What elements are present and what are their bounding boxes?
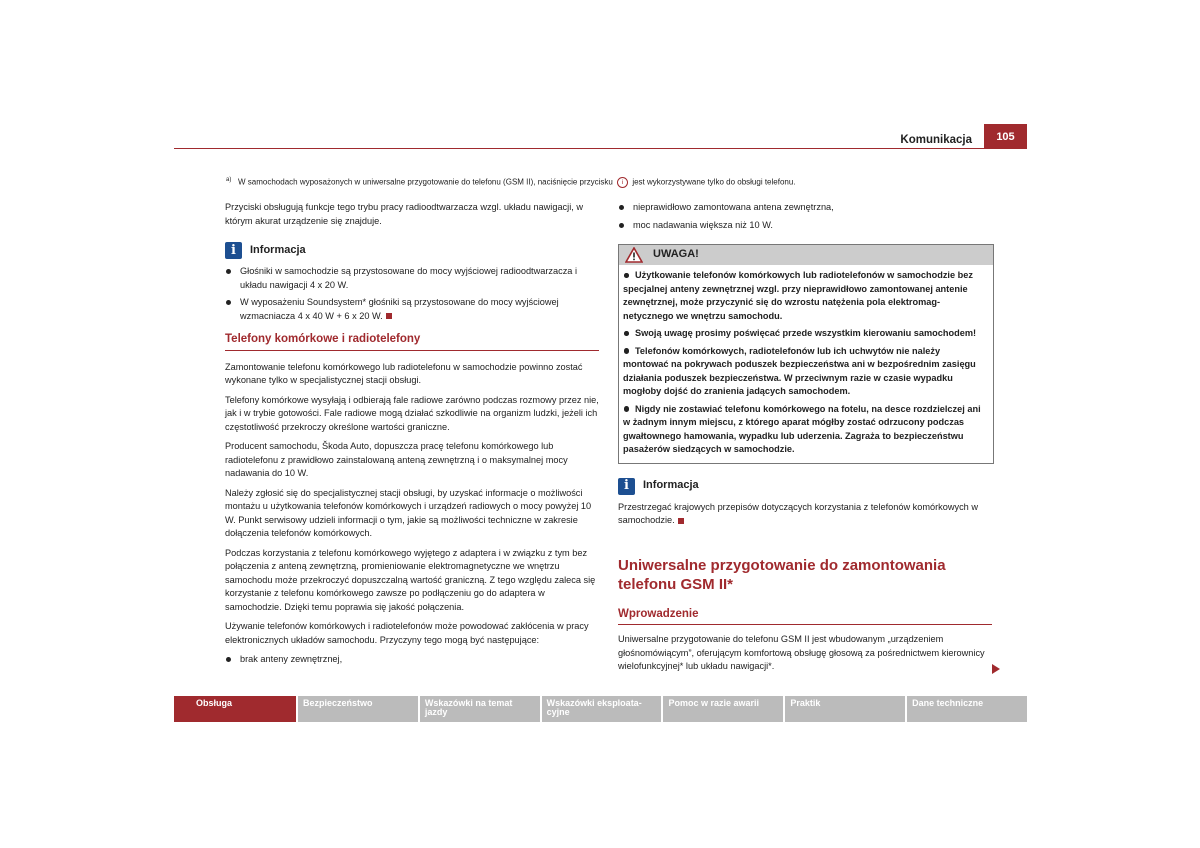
warning-body [619,265,993,463]
info-bullet-text: W wyposażeniu Soundsystem* głośniki są przystosowane do mocy wyjściowej wzmacniacza 4 x 40 W + 6 x 20 W. [240,297,559,321]
sub-heading: Wprowadzenie [618,608,992,626]
warning-bullet-text: Użytkowanie telefonów komórkowych lub radiotelefonów w samochodzie bez specjalnej anteny zewnętrznej wzgl. przy nieprawidłowo zamontowanej antenie zewnętrznej, może przyczynić się do wzrostu natężenia pola elektromagnetycznego we wnętrzu samochodu. [623,270,973,321]
info-heading-text: Informacja [643,479,699,492]
info-heading [225,242,599,259]
warning-bullet [623,345,987,399]
warning-triangle-icon [625,247,643,263]
intro-paragraph: Przyciski obsługują funkcje tego trybu pracy radioodtwarzacza wzgl. układu nawigacji, w którym akurat urządzenie się znajduje. [225,202,583,226]
list-item: brak anteny zewnętrznej, [225,653,599,667]
tab-dane-techniczne[interactable]: Dane techniczne [907,696,1027,722]
paragraph: Producent samochodu, Škoda Auto, dopuszcza pracę telefonu komórkowego lub radiotelefonu z prawidłowo zainstalowaną anteną zewnętrzną i o maksymalnej mocy nadawania do 10 W. [225,441,568,478]
end-marker-icon [678,518,684,524]
chapter-nav [174,696,1027,722]
warning-heading-text: UWAGA! [653,248,699,261]
paragraph: Telefony komórkowe wysyłają i odbierają fale radiowe zarówno podczas rozmowy przez nie, jak i w trybie gotowości. Fale radiowe mogą działać szkodliwie na organizm ludzki, jeżeli ich częstotliwość przekroczy określone wartości graniczne. [225,394,599,432]
info-icon: i [225,242,242,259]
footnote [226,174,1006,189]
tab-praktik[interactable]: Praktik [785,696,905,722]
warning-bullet [623,269,987,323]
section-title: Telefony komórkowe i radiotelefony [225,333,599,351]
tab-bezpieczenstwo[interactable]: Bezpieczeństwo [298,696,418,722]
footnote-text-after: jest wykorzystywane tylko do obsługi telefonu. [632,177,796,187]
list-item: moc nadawania większa niż 10 W. [618,219,992,233]
warning-bullet-text: Telefonów komórkowych, radiotelefonów lub ich uchwytów nie należy montować na pokrywach poduszek bezpieczeństwa ani w bezpośrednim zasięgu działania poduszek bezpieczeństwa. W przeciwnym razie w czasie wypadku mogłoby dojść do zranienia jadących samochodem. [623,345,976,396]
right-column [618,201,992,680]
page-number: 105 [984,124,1027,149]
warning-bullet [623,403,987,457]
end-marker-icon [386,313,392,319]
info-bullet [225,296,599,323]
info-box [225,242,599,323]
list-item: nieprawidłowo zamontowana antena zewnętrzna, [618,201,992,215]
info-box [618,478,992,528]
paragraph: Zamontowanie telefonu komórkowego lub radiotelefonu w samochodzie powinno zostać wykonane tylko w specjalistycznej stacji obsługi. [225,361,583,385]
info-button-icon: i [617,177,628,188]
header-rule [174,148,984,149]
tab-wskazowki-eksploatacyjne[interactable]: Wskazówki eksploatacyjne [542,696,662,722]
warning-bullet [623,327,987,341]
tab-obsluga[interactable]: Obsługa [174,696,296,722]
paragraph: Należy zgłosić się do specjalistycznej stacji obsługi, by uzyskać informacje o możliwości montażu u użytkowania telefonów komórkowych i urządzeń radiowych o mocy powyżej 10 W. Punkt serwisowy udzieli informacji o tym, jakie są możliwości techniczne w zakresie dołączenia telefonów komórkowych. [225,487,592,538]
info-text [618,501,992,528]
left-column [225,201,599,671]
chapter-title: Komunikacja [900,134,972,146]
paragraph: Podczas korzystania z telefonu komórkowego wyjętego z adaptera i w związku z tym bez połączenia z anteną zewnętrzną, promieniowanie elektromagnetyczne we wnętrzu samochodu może przekroczyć dopuszczalną wartość graniczną. Z tego względu zaleca się korzystanie z telefonu komórkowego zawsze po podłączeniu go do adaptera w samochodzie. Dzięki temu poprawia się jakość połączenia. [225,547,596,612]
warning-box [618,244,994,464]
next-page-arrow-icon[interactable] [992,664,1000,674]
paragraph: Uniwersalne przygotowanie do telefonu GSM II jest wbudowanym „urządzeniem głośnomówiącym”, oferującym komfortową obsługę głosową za pośrednictwem kierownicy wielofunkcyjnej* lub układu nawigacji*. [618,634,985,671]
info-heading-text: Informacja [250,243,306,256]
info-text-content: Przestrzegać krajowych przepisów dotyczących korzystania z telefonów komórkowych w samochodzie. [618,501,978,525]
info-heading [618,478,992,495]
chapter-heading-text: Uniwersalne przygotowanie do zamontowania telefonu GSM II* [618,556,946,593]
tab-wskazowki-jazdy[interactable]: Wskazówki na temat jazdy [420,696,540,722]
info-bullet: Głośniki w samochodzie są przystosowane do mocy wyjściowej radioodtwarzacza i układu nawigacji 4 x 20 W. [225,265,599,292]
info-icon: i [618,478,635,495]
tab-pomoc-awarii[interactable]: Pomoc w razie awarii [663,696,783,722]
paragraph: Używanie telefonów komórkowych i radiotelefonów może powodować zakłócenia w pracy elektronicznych układów samochodu. Przyczyny tego mogą być następujące: [225,621,589,645]
footnote-text-before: W samochodach wyposażonych w uniwersalne przygotowanie do telefonu (GSM II), naciśnięcie przycisku [238,177,613,187]
warning-bullet-text: Nigdy nie zostawiać telefonu komórkowego na fotelu, na desce rozdzielczej ani w żadnym innym miejscu, z którego aparat mógłby zostać odrzucony podczas gwałtownego hamowania, wypadku lub uderzenia. Zagraża to bezpieczeństwu pasażerów siedzących w samochodzie. [623,403,981,454]
chapter-heading [618,556,992,594]
warning-bullet-text: Swoją uwagę prosimy poświęcać przede wszystkim kierowaniu samochodem! [635,328,977,338]
warning-heading [619,245,993,265]
footnote-marker: a) [226,177,232,183]
